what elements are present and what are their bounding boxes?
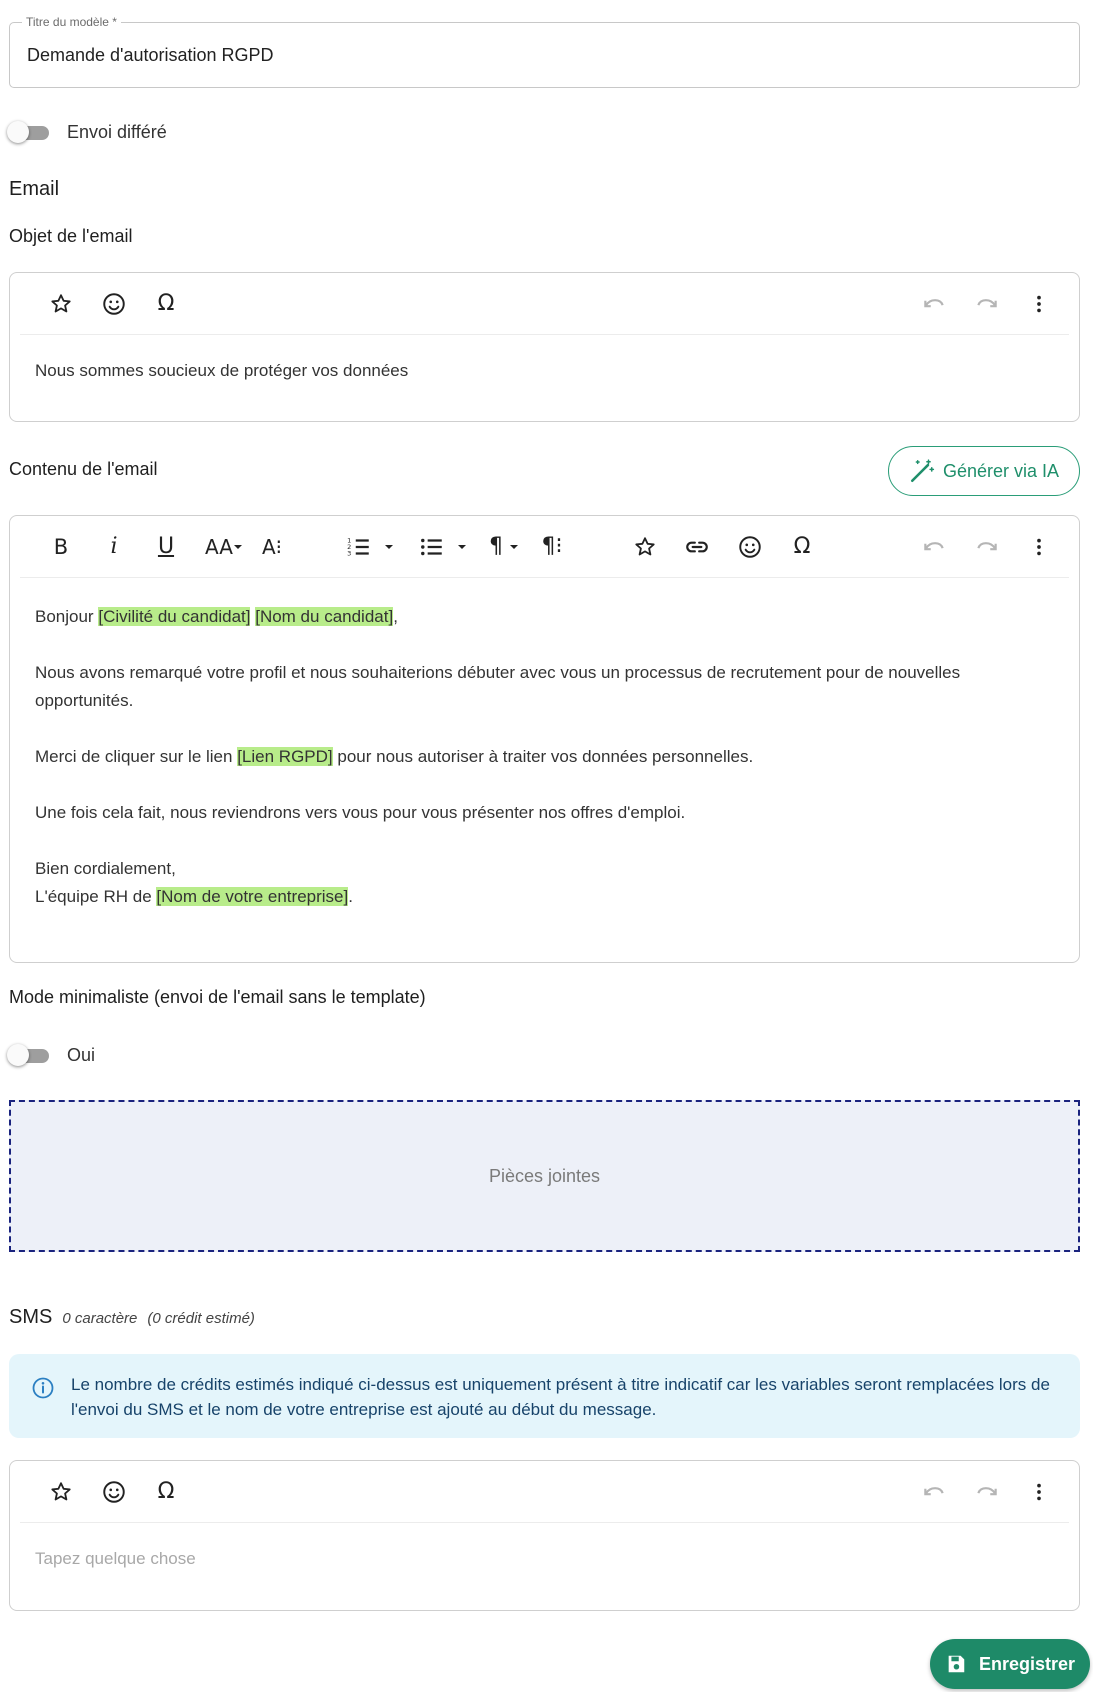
sms-credits: (0 crédit estimé) (147, 1310, 255, 1327)
content-toolbar (20, 516, 1069, 578)
redo-icon[interactable] (970, 1475, 1004, 1509)
subject-editor (9, 272, 1080, 422)
emoji-icon[interactable] (97, 287, 131, 321)
star-icon[interactable] (44, 287, 78, 321)
paragraph-2: Merci de cliquer sur le lien [Lien RGPD] pour nous autoriser à traiter vos données personnelles. (35, 747, 754, 766)
variable-tag: [Nom de votre entreprise] (156, 887, 349, 906)
undo-icon[interactable] (917, 287, 951, 321)
sms-toolbar (20, 1461, 1069, 1523)
closing-line: Bien cordialement, (35, 859, 176, 878)
sms-info-alert (9, 1354, 1080, 1438)
generate-ai-button[interactable] (888, 446, 1080, 496)
undo-icon[interactable] (917, 1475, 951, 1509)
star-icon[interactable] (628, 530, 662, 564)
sms-char-count: 0 caractère (62, 1310, 138, 1327)
caret-down-icon (509, 542, 519, 552)
magic-wand-icon (909, 458, 935, 484)
emoji-icon[interactable] (97, 1475, 131, 1509)
special-char-icon[interactable]: Ω (793, 534, 811, 559)
template-title-field[interactable] (9, 15, 1080, 88)
switch-thumb (7, 121, 29, 143)
more-options-icon[interactable] (1022, 530, 1056, 564)
bullet-list-icon (419, 534, 445, 560)
line-height-button[interactable]: A⁝ (261, 535, 283, 559)
minimalist-switch[interactable] (9, 1045, 95, 1066)
signature-line: L'équipe RH de [Nom de votre entreprise]. (35, 887, 353, 906)
sms-header (9, 1306, 255, 1329)
minimalist-toggle[interactable] (9, 1047, 51, 1065)
paragraph-1: Nous avons remarqué votre profil et nous souhaiterions débuter avec vous un processus de recrutement pour de nouvelles opportunités. (35, 663, 961, 710)
deferred-send-switch[interactable] (9, 122, 167, 143)
caret-down-icon (457, 542, 467, 552)
ordered-list-icon (346, 534, 372, 560)
more-options-icon[interactable] (1022, 1475, 1056, 1509)
star-icon[interactable] (44, 1475, 78, 1509)
email-subject-label: Objet de l'email (9, 226, 133, 246)
switch-thumb (7, 1044, 29, 1066)
variable-tag: [Nom du candidat] (255, 607, 394, 626)
save-label: Enregistrer (978, 1653, 1076, 1674)
sms-heading: SMS (9, 1306, 53, 1328)
undo-icon[interactable] (917, 530, 951, 564)
paragraph-style-button[interactable]: ¶⁝ (541, 534, 563, 559)
subject-text[interactable]: Nous sommes soucieux de protéger vos données (35, 361, 409, 380)
greeting-line: Bonjour [Civilité du candidat] [Nom du candidat], (35, 607, 398, 626)
caret-down-icon (384, 542, 394, 552)
ordered-list-button[interactable] (342, 530, 398, 564)
caret-down-icon (233, 542, 243, 552)
generate-ai-label: Générer via IA (942, 460, 1060, 481)
italic-button[interactable]: i (110, 534, 118, 559)
underline-button[interactable]: U (157, 534, 175, 559)
attachments-dropzone[interactable] (9, 1100, 1080, 1252)
save-button[interactable] (930, 1639, 1090, 1689)
link-icon[interactable] (680, 530, 714, 564)
template-title-value[interactable]: Demande d'autorisation RGPD (27, 45, 274, 65)
special-char-icon[interactable]: Ω (157, 1479, 175, 1504)
sms-editor (9, 1460, 1080, 1611)
special-char-icon[interactable]: Ω (157, 291, 175, 316)
minimalist-toggle-label: Oui (67, 1045, 96, 1065)
info-icon (31, 1376, 55, 1400)
minimalist-mode-label: Mode minimaliste (envoi de l'email sans le template) (9, 987, 426, 1007)
emoji-icon[interactable] (733, 530, 767, 564)
more-options-icon[interactable] (1022, 287, 1056, 321)
template-title-label: Titre du modèle * (22, 15, 121, 29)
attachments-label: Pièces jointes (488, 1165, 601, 1186)
font-size-button[interactable]: AA (202, 530, 246, 564)
bold-button[interactable]: B (53, 534, 69, 559)
variable-tag: [Civilité du candidat] (98, 607, 251, 626)
email-content-label: Contenu de l'email (9, 459, 158, 479)
paragraph-button[interactable]: ¶ (482, 530, 526, 564)
email-heading: Email (9, 178, 60, 200)
content-editor (9, 515, 1080, 963)
redo-icon[interactable] (970, 530, 1004, 564)
deferred-send-label: Envoi différé (67, 122, 167, 142)
redo-icon[interactable] (970, 287, 1004, 321)
deferred-send-toggle[interactable] (9, 124, 51, 142)
email-body-text[interactable] (35, 603, 1054, 911)
variable-tag: [Lien RGPD] (237, 747, 333, 766)
paragraph-3: Une fois cela fait, nous reviendrons vers vous pour vous présenter nos offres d'emploi. (35, 803, 686, 822)
save-icon (945, 1653, 967, 1675)
subject-toolbar (20, 273, 1069, 335)
bullet-list-button[interactable] (415, 530, 471, 564)
sms-text-input[interactable]: Tapez quelque chose (35, 1549, 196, 1568)
sms-info-text: Le nombre de crédits estimés indiqué ci-dessus est uniquement présent à titre indicatif car les variables seront remplacées lors de l'envoi du SMS et le nom de votre entreprise est ajouté au début du message. (71, 1375, 1050, 1419)
